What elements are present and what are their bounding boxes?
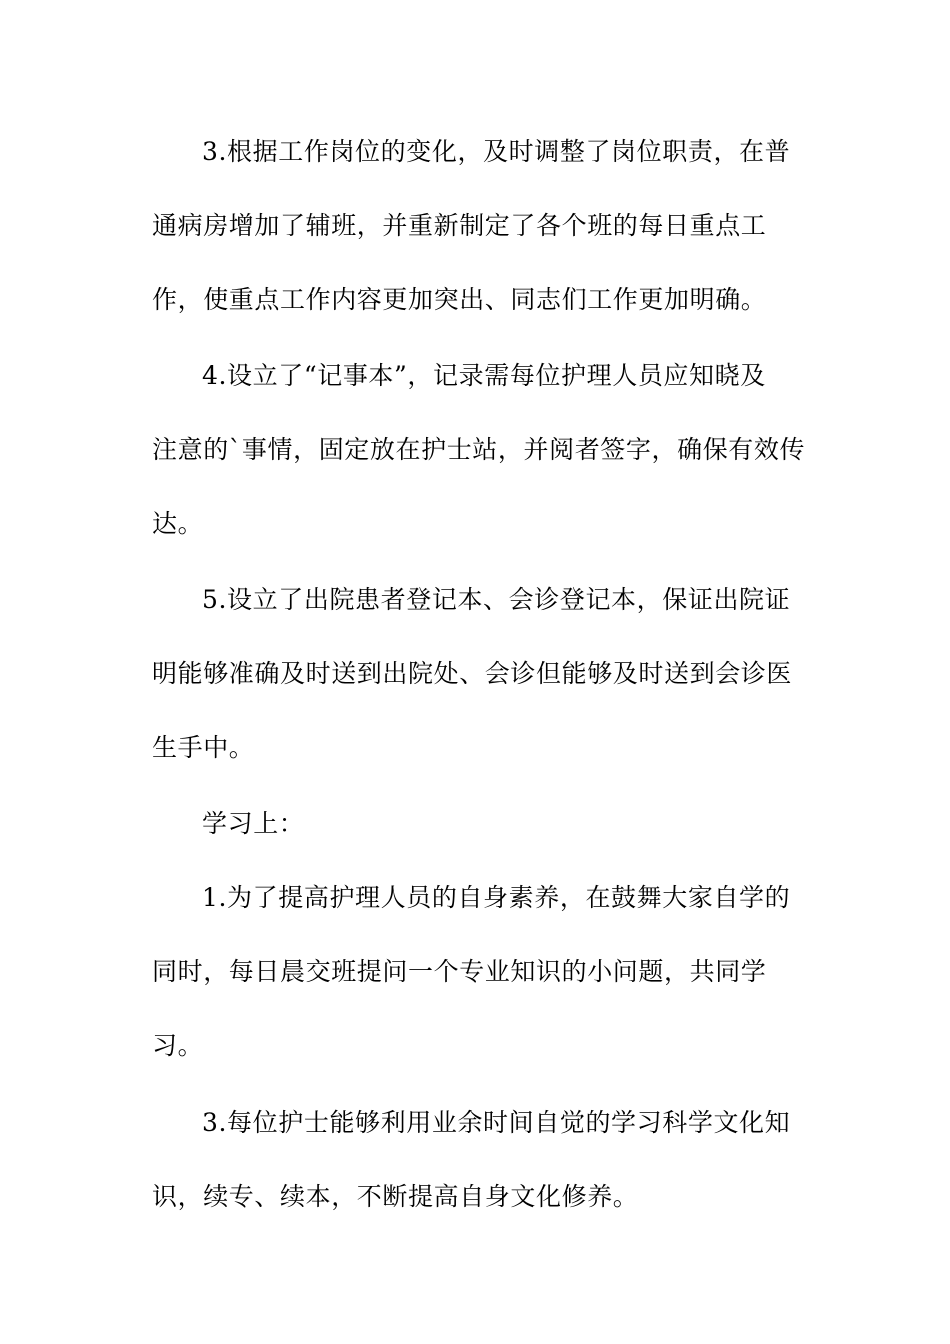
paragraph-5-line-2: 明能够准确及时送到出院处、会诊但能够及时送到会诊医 (152, 659, 793, 688)
paragraph-5-line-1: 5.设立了出院患者登记本、会诊登记本，保证出院证 (202, 585, 791, 614)
section-heading-study: 学习上： (202, 809, 305, 838)
study-paragraph-1-line-2: 同时，每日晨交班提问一个专业知识的小问题，共同学 (152, 957, 767, 986)
study-paragraph-3-line-1: 3.每位护士能够利用业余时间自觉的学习科学文化知 (202, 1108, 791, 1137)
study-paragraph-3-line-2: 识，续专、续本，不断提高自身文化修养。 (152, 1182, 639, 1211)
paragraph-4-line-2: 注意的`事情，固定放在护士站，并阅者签字，确保有效传 (152, 435, 806, 464)
study-paragraph-1-line-1: 1.为了提高护理人员的自身素养，在鼓舞大家自学的 (202, 883, 791, 912)
paragraph-3-line-2: 通病房增加了辅班，并重新制定了各个班的每日重点工 (152, 211, 767, 240)
paragraph-4-line-1: 4.设立了“记事本”，记录需每位护理人员应知晓及 (202, 361, 766, 390)
paragraph-3-line-1: 3.根据工作岗位的变化，及时调整了岗位职责，在普 (202, 137, 791, 166)
paragraph-4-line-3: 达。 (152, 509, 204, 538)
paragraph-5-line-3: 生手中。 (152, 733, 255, 762)
paragraph-3-line-3: 作，使重点工作内容更加突出、同志们工作更加明确。 (152, 285, 767, 314)
study-paragraph-1-line-3: 习。 (152, 1031, 204, 1060)
